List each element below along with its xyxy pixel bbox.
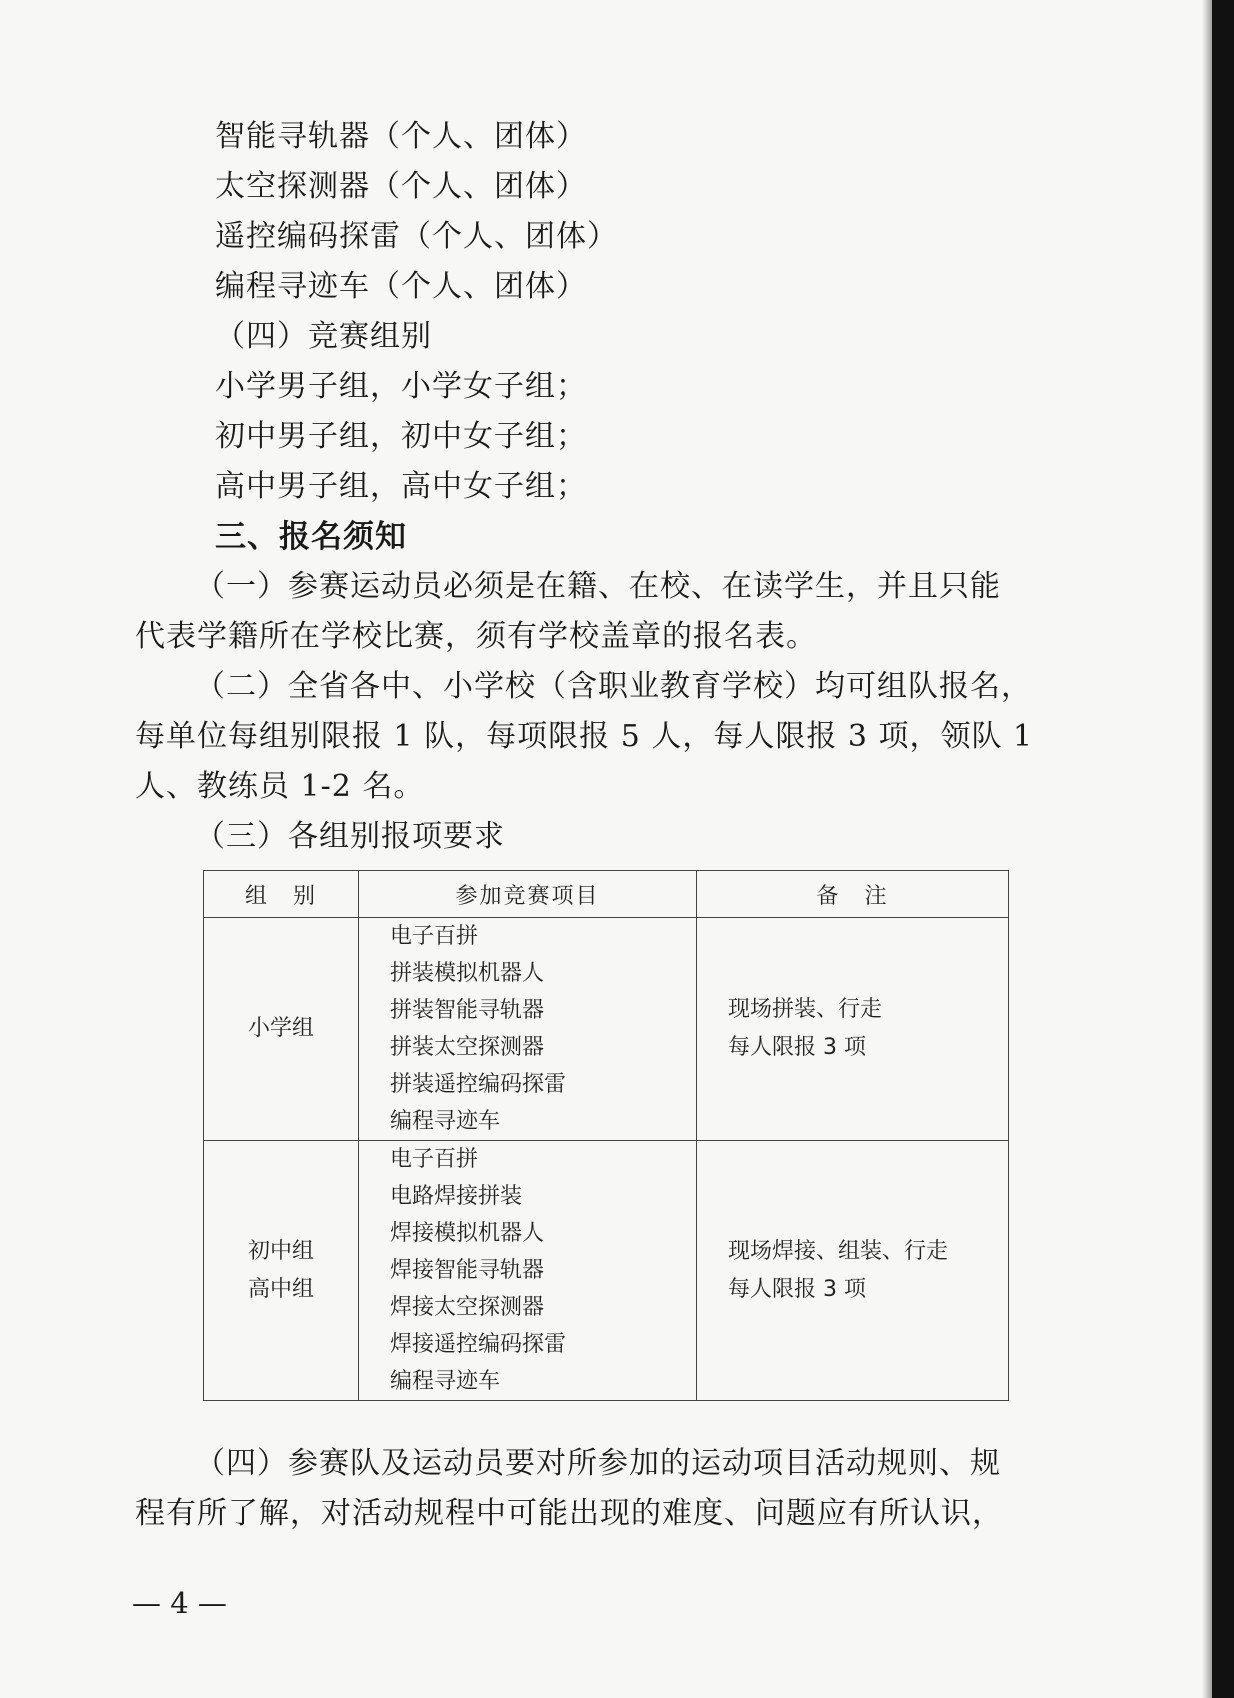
note-line: 每人限报 3 项 xyxy=(728,1035,866,1060)
paragraph-4-line-1: （四）参赛队及运动员要对所参加的运动项目活动规则、规 xyxy=(195,1446,1001,1481)
note-line: 每人限报 3 项 xyxy=(728,1276,866,1302)
event-item: 拼装智能寻轨器 xyxy=(390,998,545,1023)
event-line-remote-mine-detector: 遥控编码探雷（个人、团体） xyxy=(215,219,618,254)
paragraph-2-line-1: （二）全省各中、小学校（含职业教育学校）均可组队报名， xyxy=(195,669,1032,704)
group-line-senior-high: 高中男子组，高中女子组； xyxy=(215,469,587,504)
section-title-competition-groups: （四）竞赛组别 xyxy=(215,319,432,354)
events-cell xyxy=(359,918,697,1141)
note-line: 现场焊接、组装、行走 xyxy=(728,1238,949,1264)
event-item: 拼装太空探测器 xyxy=(390,1035,545,1060)
note-line: 现场拼装、行走 xyxy=(728,997,883,1022)
entry-requirements-table xyxy=(203,870,1009,1401)
group-name: 初中组 xyxy=(247,1238,314,1264)
paragraph-1-line-1: （一）参赛运动员必须是在籍、在校、在读学生，并且只能 xyxy=(195,569,1001,604)
event-item: 焊接太空探测器 xyxy=(390,1295,545,1320)
section-heading-registration: 三、报名须知 xyxy=(215,519,407,555)
paragraph-1-line-2: 代表学籍所在学校比赛，须有学校盖章的报名表。 xyxy=(135,619,817,654)
header-notes: 备 注 xyxy=(697,871,1009,918)
table-header-row xyxy=(204,871,1009,918)
notes-cell xyxy=(697,1141,1009,1401)
table-row-primary xyxy=(204,918,1009,1141)
event-item: 焊接智能寻轨器 xyxy=(390,1258,545,1283)
group-line-junior-high: 初中男子组，初中女子组； xyxy=(215,419,587,454)
group-name: 高中组 xyxy=(247,1276,314,1302)
paragraph-3-title: （三）各组别报项要求 xyxy=(195,819,505,854)
page-number: — 4 — xyxy=(132,1586,227,1620)
table-row-secondary xyxy=(204,1141,1009,1401)
group-line-primary: 小学男子组，小学女子组； xyxy=(215,369,587,404)
event-item: 编程寻迹车 xyxy=(390,1109,501,1134)
header-group: 组 别 xyxy=(204,871,359,918)
event-line-smart-tracker: 智能寻轨器（个人、团体） xyxy=(215,119,587,154)
event-item: 拼装遥控编码探雷 xyxy=(390,1072,567,1097)
event-item: 电路焊接拼装 xyxy=(390,1184,523,1209)
events-cell xyxy=(359,1141,697,1401)
group-cell xyxy=(204,918,359,1141)
event-line-space-probe: 太空探测器（个人、团体） xyxy=(215,169,587,204)
paragraph-2-line-2: 每单位每组别限报 1 队，每项限报 5 人，每人限报 3 项，领队 1 xyxy=(135,719,1034,754)
notes-cell xyxy=(697,918,1009,1141)
paragraph-2-line-3: 人、教练员 1-2 名。 xyxy=(135,769,425,804)
header-events: 参加竞赛项目 xyxy=(359,871,697,918)
group-cell xyxy=(204,1141,359,1401)
event-line-programmed-tracking-car: 编程寻迹车（个人、团体） xyxy=(215,269,587,304)
event-item: 拼装模拟机器人 xyxy=(390,961,545,986)
scan-dark-edge xyxy=(1212,0,1234,1698)
event-item: 电子百拼 xyxy=(390,924,479,949)
event-item: 焊接遥控编码探雷 xyxy=(390,1332,567,1357)
group-name: 小学组 xyxy=(247,1016,314,1041)
event-item: 编程寻迹车 xyxy=(390,1369,501,1394)
paragraph-4-line-2: 程有所了解，对活动规程中可能出现的难度、问题应有所认识， xyxy=(135,1496,1003,1531)
event-item: 焊接模拟机器人 xyxy=(390,1221,545,1246)
event-item: 电子百拼 xyxy=(390,1147,479,1172)
